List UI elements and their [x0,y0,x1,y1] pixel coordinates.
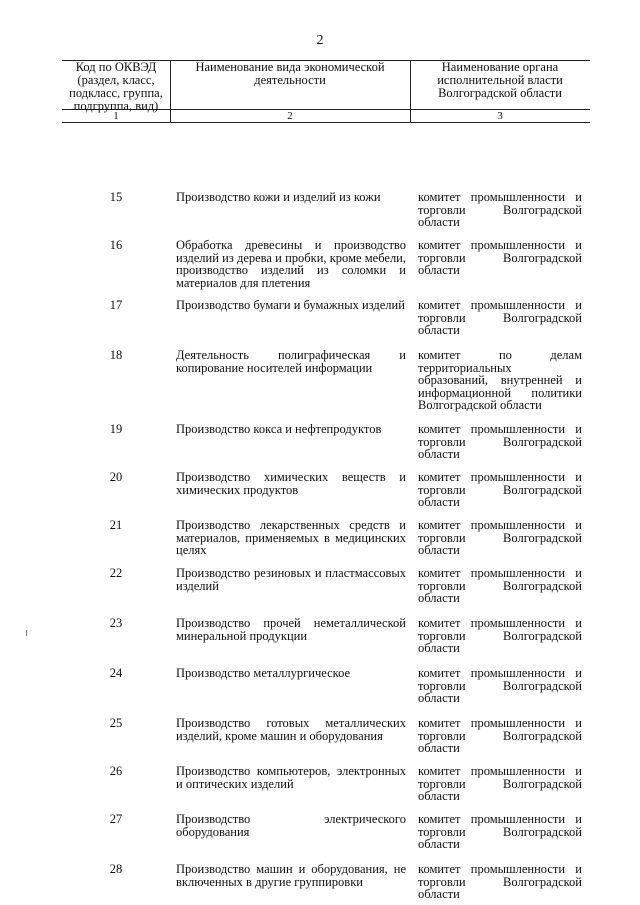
row-authority: комитет промышленности и торговли Волгоградской области [418,764,582,803]
row-code: 15 [109,190,123,204]
row-activity: Производство кожи и изделий из кожи [176,190,381,204]
row-activity: Обработка древесины и производство изделий из дерева и пробки, кроме мебели, производство изделий из соломки и материалов для плетения [176,238,406,290]
row-activity: Производство кокса и нефтепродуктов [176,422,382,436]
column-number-divider [170,110,171,122]
row-authority: комитет промышленности и торговли Волгоградской области [418,862,582,901]
row-authority: комитет промышленности и торговли Волгоградской области [418,470,582,509]
row-code: 20 [109,470,123,484]
margin-mark [26,630,27,636]
row-activity: Производство прочей неметаллической минеральной продукции [176,616,406,643]
row-activity: Производство компьютеров, электронных и оптических изделий [176,764,406,791]
row-authority: комитет промышленности и торговли Волгоградской области [418,190,582,229]
row-activity: Производство машин и оборудования, не включенных в другие группировки [176,862,406,889]
row-activity: Производство электрического оборудования [176,812,406,839]
header-code: Код по ОКВЭД (раздел, класс, подкласс, группа, подгруппа, вид) [69,60,163,113]
column-number-row [62,110,590,123]
row-authority: комитет промышленности и торговли Волгоградской области [418,298,582,337]
row-code: 17 [109,298,123,312]
row-activity: Производство бумаги и бумажных изделий [176,298,405,312]
row-authority: комитет промышленности и торговли Волгоградской области [418,518,582,557]
row-authority: комитет промышленности и торговли Волгоградской области [418,716,582,755]
header-divider [170,61,171,109]
page-number: 2 [316,33,324,48]
row-authority: комитет промышленности и торговли Волгоградской области [418,666,582,705]
column-number: 1 [113,110,119,122]
header-authority: Наименование органа исполнительной власти Волгоградской области [437,60,563,100]
row-authority: комитет промышленности и торговли Волгоградской области [418,238,582,277]
row-code: 19 [109,422,123,436]
row-code: 23 [109,616,123,630]
header-activity: Наименование вида экономической деятельности [195,60,385,87]
row-code: 22 [109,566,123,580]
row-authority: комитет промышленности и торговли Волгоградской области [418,812,582,851]
column-number: 2 [287,110,293,122]
row-activity: Производство готовых металлических изделий, кроме машин и оборудования [176,716,406,743]
row-code: 28 [109,862,123,876]
row-code: 18 [109,348,123,362]
header-divider [410,61,411,109]
row-code: 25 [109,716,123,730]
column-number-divider [410,110,411,122]
row-code: 21 [109,518,123,532]
row-code: 24 [109,666,123,680]
row-authority: комитет промышленности и торговли Волгоградской области [418,616,582,655]
row-authority: комитет промышленности и торговли Волгоградской области [418,422,582,461]
table-header [62,60,590,113]
row-activity: Производство химических веществ и химических продуктов [176,470,406,497]
row-code: 27 [109,812,123,826]
row-authority: комитет промышленности и торговли Волгоградской области [418,566,582,605]
row-activity: Производство лекарственных средств и материалов, применяемых в медицинских целях [176,518,406,557]
row-code: 16 [109,238,123,252]
row-authority: комитет по делам территориальных образований, внутренней и информационной политики Волгоградской области [418,348,582,412]
column-number: 3 [497,110,503,122]
row-activity: Производство резиновых и пластмассовых изделий [176,566,406,593]
row-activity: Деятельность полиграфическая и копирование носителей информации [176,348,406,375]
row-activity: Производство металлургическое [176,666,351,680]
okved-table [62,60,590,901]
row-code: 26 [109,764,123,778]
